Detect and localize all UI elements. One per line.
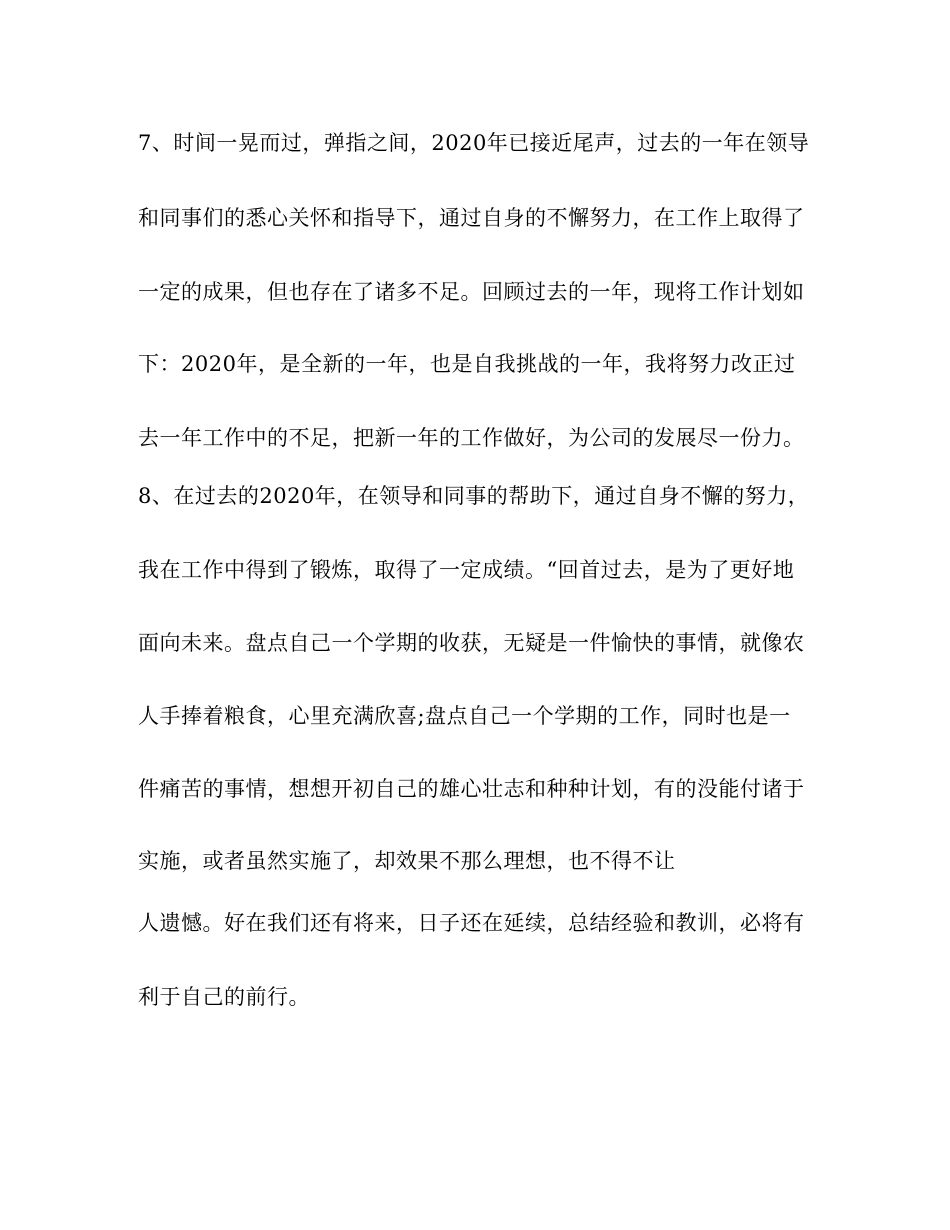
text-line: 实施，或者虽然实施了，却效果不那么理想，也不得不让 <box>138 849 676 873</box>
text-line: 人遗憾。好在我们还有将来，日子还在延续，总结经验和教训，必将有 <box>138 911 805 935</box>
text-line: 我在工作中得到了锻炼，取得了一定成绩。“回首过去，是为了更好地 <box>138 558 795 582</box>
text-line: 7、时间一晃而过，弹指之间，2020年已接近尾声，过去的一年在领导 <box>138 131 810 155</box>
text-line: 利于自己的前行。 <box>138 985 310 1009</box>
text-line: 和同事们的悉心关怀和指导下，通过自身的不懈努力，在工作上取得了 <box>138 206 805 230</box>
text-line: 去一年工作中的不足，把新一年的工作做好，为公司的发展尽一份力。 <box>138 426 805 450</box>
text-line: 面向未来。盘点自己一个学期的收获，无疑是一件愉快的事情，就像农 <box>138 631 805 655</box>
text-line: 一定的成果，但也存在了诸多不足。回顾过去的一年，现将工作计划如 <box>138 280 805 304</box>
text-line: 件痛苦的事情，想想开初自己的雄心壮志和种种计划，有的没能付诸于 <box>138 777 805 801</box>
text-line: 8、在过去的2020年，在领导和同事的帮助下，通过自身不懈的努力， <box>138 484 810 508</box>
text-line: 下：2020年，是全新的一年，也是自我挑战的一年，我将努力改正过 <box>138 352 796 376</box>
text-line: 人手捧着粮食，心里充满欣喜;盘点自己一个学期的工作，同时也是一 <box>138 704 791 728</box>
